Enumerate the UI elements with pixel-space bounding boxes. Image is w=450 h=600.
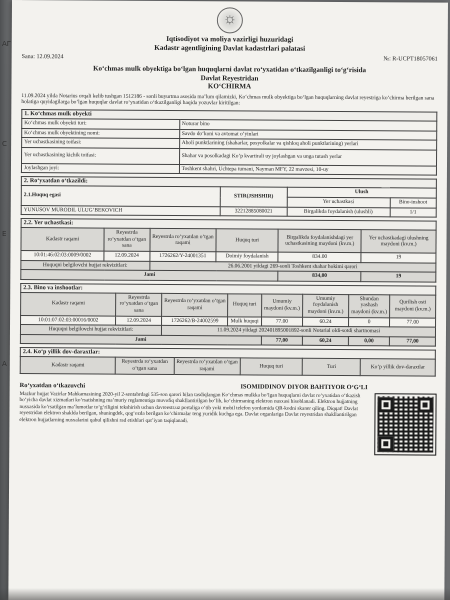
- column-header: Ko‘p yillik dov-daraxtlar: [360, 359, 435, 376]
- table-row: [21, 205, 436, 217]
- title-line-3: KO‘CHIRMA: [207, 82, 252, 91]
- table-cell: 60.24: [303, 317, 349, 327]
- table-cell: 834.00: [278, 252, 361, 262]
- registrar-label: Ro‘yxatdan o‘tkazuvchi: [19, 381, 86, 390]
- photo-shadow: [0, 588, 450, 600]
- section-title: 2.2. Yer uchastkasi:: [21, 218, 437, 230]
- total-row: [20, 334, 435, 346]
- column-header: Umumiy foydalanish maydoni (kv.m.): [303, 294, 349, 317]
- table-row: [21, 163, 436, 175]
- column-header: Reyestrda ro‘yxatdan o‘tgan sana: [104, 228, 150, 251]
- right-holder-table: [21, 186, 437, 218]
- field-label: Yer uchastkasining kichik toifasi:: [22, 147, 180, 164]
- section-buildings: [20, 283, 436, 347]
- total-value: 77,00: [390, 337, 436, 347]
- document-page: [8, 0, 448, 600]
- column-header: Huquq turi: [216, 229, 278, 252]
- buildings-table: [20, 292, 436, 347]
- document-number: №: R-UCPT18057061: [383, 56, 438, 63]
- field-label: Yer uchastkasining toifasi:: [22, 138, 180, 149]
- table-cell: 19: [361, 253, 436, 263]
- building-share: 1/1: [390, 207, 436, 217]
- land-share: Birgalikda foydalanish (ulushli): [287, 207, 390, 217]
- trees-table: [20, 356, 436, 376]
- table-cell: Mulk huquqi: [228, 316, 261, 326]
- document-date: Sana: 12.09.2024: [21, 54, 64, 61]
- table-cell: 10:01:46:02:03:0009/0002: [21, 251, 104, 261]
- column-header: Shundan yashash maydoni (kv.m.): [348, 294, 390, 317]
- column-header: Kadastr raqami: [20, 357, 116, 374]
- column-header: Reyestrda ro‘yxatdan o‘tgan raqami: [162, 293, 229, 316]
- column-header: Turi: [302, 359, 360, 376]
- state-emblem-icon: [217, 7, 243, 33]
- qr-finder-icon: [378, 397, 393, 412]
- field-label: Ko‘chmas mulk obyekti turi:: [22, 119, 180, 130]
- column-header: Kadastr raqami: [21, 292, 117, 315]
- table-cell: 10:01:07:02:03:00016/0002: [21, 315, 116, 325]
- total-label: Jami: [20, 334, 261, 345]
- qr-finder-icon: [417, 397, 432, 412]
- title-line-2: Davlat Reyestridan: [200, 73, 259, 83]
- footer: [19, 382, 435, 455]
- section-title: 1. Ko‘chmas mulk obyekti: [21, 109, 437, 121]
- title-line-1: Ko‘chmas mulk obyektiga bo‘lgan huquqlarni davlat ro‘yxatidan o‘tkazilganligi to‘g‘risida: [93, 64, 367, 75]
- table-cell: 12.09.2024: [116, 316, 162, 326]
- total-value: 60,24: [303, 336, 349, 346]
- column-header: Kadastr raqami: [21, 228, 104, 251]
- field-value: Savdo do‘koni va avtomat o‘yinlari: [179, 129, 436, 140]
- total-value: 0,00: [348, 336, 390, 346]
- section-trees: [20, 347, 436, 376]
- edge-letter: Е: [2, 230, 7, 238]
- total-value: 77,00: [261, 336, 303, 346]
- column-header: STIR(JSHSHIR): [220, 187, 287, 207]
- column-header: Reyestrda ro‘yxatdan o‘tgan sana: [116, 358, 174, 375]
- property-table: [21, 118, 437, 176]
- registrar-name: ISOMIDDINOV DIYOR BAHTIYOR O‘G‘LI: [240, 382, 368, 391]
- agency-line: Kadastr agentligining Davlat kadastrlari palatasi: [154, 43, 306, 53]
- intro-paragraph: 11.09.2024 yilda Notarius orqali kelib tushgan 1512186 - sonli buyurtma asosida ma’lum qilamizki, Ko‘chmas mulk obyektiga bo‘lgan huquqlarning davlat reyestriga ko‘chirma berilgan sana holatiga quyidagilarga bo‘lgan huquqlar davlat ro‘yxatidan o‘tkazilganligi haqida yozuvlar kiritilgan:: [21, 92, 435, 107]
- owner-name: YUNUSOV MURODIL ULUG‘BEKOVICH: [21, 205, 220, 216]
- column-header: Yer uchastkadagi ulushning maydoni (kv.m.): [361, 230, 436, 253]
- total-value: 834,00: [278, 271, 361, 281]
- table-cell: 0: [348, 317, 390, 327]
- qr-finder-icon: [378, 436, 393, 451]
- table-header-row: [21, 292, 436, 317]
- column-header: Huquq turi: [228, 294, 261, 317]
- column-header: Bino-inshoot: [390, 198, 436, 208]
- edge-letter: АГ: [2, 40, 12, 48]
- section-title: 2.4. Ko‘p yillik dov-daraxtlar:: [20, 347, 436, 359]
- basis-label: Huquqni belgilovchi hujjat rekvizitlari:: [21, 260, 150, 270]
- table-cell: 77.00: [390, 317, 436, 327]
- column-header: Reyestrda ro‘yxatdan o‘tgan sana: [116, 293, 162, 316]
- table-cell: 77.00: [261, 317, 303, 327]
- section-property: [21, 109, 437, 176]
- table-cell: 1726262/B-24002599: [162, 316, 228, 326]
- column-header: Qurilish osti maydoni (kv.m.): [390, 295, 436, 318]
- column-header: Yer uchastkasi: [287, 197, 390, 207]
- table-cell: Doimiy foydalanish: [216, 252, 278, 262]
- edge-letter: А: [2, 360, 7, 368]
- column-header: Reyestrda ro‘yxatdan o‘tgan raqami: [150, 229, 217, 252]
- ministry-line: Iqtisodiyot va moliya vazirligi huzuridagi: [166, 34, 294, 44]
- total-value: 19: [361, 272, 436, 282]
- column-header: Huquq turi: [240, 358, 302, 375]
- registrar-row: [20, 382, 368, 391]
- table-row: [21, 186, 436, 198]
- field-value: Aholi punktlarining (shaharlar, posyolkalar va qishloq aholi punktlarining) yerlari: [179, 139, 436, 150]
- qr-code-icon: [375, 394, 435, 454]
- table-header-row: [21, 228, 436, 253]
- field-value: Noturar bino: [179, 120, 436, 131]
- field-value: Toshkent shahri, Uchtepa tumani, Nayman MFY, 22 mavzesi, 10-uy: [179, 164, 436, 175]
- legal-notice: Mazkur hujjat Vazirlar Mahkamasining 2020-yil 2-sentabrdagi 535-son qarori bilan tasdiqlangan Ko‘chmas mulkka bo‘lgan huquqlarni davlat ro‘yxatidan o‘tkazish bo‘yicha davlat xizmatlari ko‘rsatishning ma’muriy reglamentiga muvofiq shakllantirilgan bo‘lib, ko‘chirmaning elektron nusxasi hisoblanadi. Elektron hujjatning nusxasida ko‘rsatilgan ma’lumotlar to‘g‘riligini tekshirish uchun davreestr.uz portaliga o‘tib yoki mobil telefon yordamida QR-kodni skaner qiling. Diqqat! Davlat reyestridan elektron shaklda berilgan, shuningdek, qog‘ozda berilgan ko‘chirmalar teng yuridik kuchga ega. Davlat organlariga Davlat reyestridan shakllantirilgan elektron hujjatlarning nusxalarini qabul qilishni rad etishlari qat’iyan taqiqlanadi.: [19, 390, 361, 425]
- document-title: [21, 64, 437, 92]
- section-land-plot: [20, 218, 436, 282]
- owner-stir: 32212885080021: [220, 206, 286, 216]
- section-registered: [21, 177, 437, 218]
- column-header: Ulush: [287, 188, 436, 199]
- footer-text: [19, 382, 367, 454]
- column-header: Umumiy maydoni (kv.m.): [261, 294, 303, 317]
- land-plot-table: [20, 227, 436, 282]
- total-row: [21, 270, 436, 282]
- edge-letter: С: [2, 140, 7, 148]
- table-cell: 12.09.2024: [104, 251, 150, 261]
- section-title: 2. Ro‘yxatdan o‘tkazildi:: [21, 177, 437, 189]
- table-cell: 1726262/Y-24001351: [150, 251, 216, 261]
- header-block: [22, 34, 438, 55]
- basis-value: 11.09.2024 yildagi 202401895001892-sonli Notarial oldi-sotdi shartnomasi: [162, 326, 436, 337]
- basis-value: 26.06.2001 yildagi 269-sonli Toshkent shahar hokimi qarori: [149, 261, 435, 272]
- basis-label: Huquqni belgilovchi hujjat rekvizitlari:: [20, 325, 161, 335]
- field-value: Shahar va posolkadagi Ko‘p kvartirali uy joylashgan va unga tutash yerlar: [179, 148, 436, 166]
- column-header: Reyestrda ro‘yxatdan o‘tgan raqami: [174, 358, 240, 375]
- section-title: 2.3. Bino va inshootlar:: [20, 283, 436, 295]
- field-label: Joylashgan joyi:: [21, 163, 179, 174]
- table-header-row: [20, 357, 435, 376]
- field-label: Ko‘chmas mulk obyektining nomi:: [22, 128, 180, 139]
- total-label: Jami: [21, 270, 278, 281]
- column-header: Birgalikda foydalanishdagi yer uchastkasining maydoni (kv.m.): [278, 229, 361, 252]
- date-number-row: [22, 54, 438, 63]
- column-header: 2.1.Huquq egasi: [21, 186, 220, 206]
